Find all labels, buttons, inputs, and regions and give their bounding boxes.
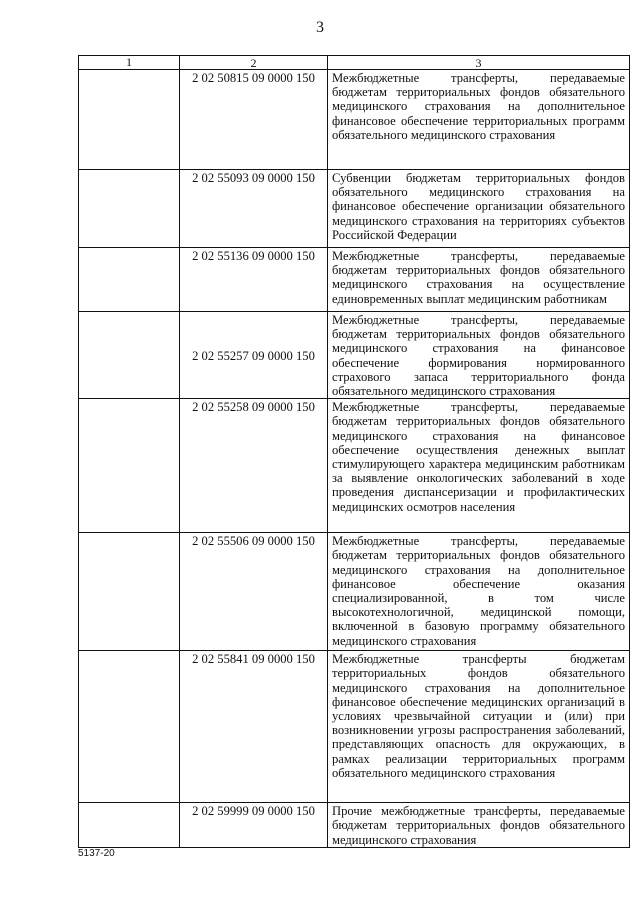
table-row [79, 70, 630, 170]
row-description: Межбюджетные трансферты бюджетам территориальных фондов обязательного медицинского страхования на дополнительное финансовое обеспечение медицинских организаций в условиях чрезвычайной ситуации и (или) при возникновении угрозы распространения заболеваний, представляющих опасность для окружающих, в рамках реализации территориальных программ обязательного медицинского страхования [328, 651, 630, 803]
row-code: 2 02 55257 09 0000 150 [180, 312, 328, 399]
table-header-row [79, 56, 630, 70]
document-footer-code: 5137-20 [78, 848, 115, 859]
row-cell-col1 [79, 248, 180, 312]
row-description: Межбюджетные трансферты, передаваемые бюджетам территориальных фондов обязательного медицинского страхования на осуществление единовременных выплат медицинским работникам [328, 248, 630, 312]
row-description: Межбюджетные трансферты, передаваемые бюджетам территориальных фондов обязательного медицинского страхования на финансовое обеспечение осуществления денежных выплат стимулирующего характера медицинским работникам за выявление онкологических заболеваний в ходе проведения диспансеризации и профилактических медицинских осмотров населения [328, 399, 630, 533]
row-cell-col1 [79, 533, 180, 651]
table-row [79, 651, 630, 803]
row-code: 2 02 55506 09 0000 150 [180, 533, 328, 651]
row-code: 2 02 55093 09 0000 150 [180, 170, 328, 248]
row-description: Межбюджетные трансферты, передаваемые бюджетам территориальных фондов обязательного медицинского страхования на дополнительное финансовое обеспечение оказания специализированной, в том числе высокотехнологичной, медицинской помощи, включенной в базовую программу обязательного медицинского страхования [328, 533, 630, 651]
row-code: 2 02 50815 09 0000 150 [180, 70, 328, 170]
row-cell-col1 [79, 312, 180, 399]
header-col-1: 1 [79, 56, 180, 70]
row-cell-col1 [79, 70, 180, 170]
row-cell-col1 [79, 399, 180, 533]
row-cell-col1 [79, 803, 180, 848]
row-description: Межбюджетные трансферты, передаваемые бюджетам территориальных фондов обязательного медицинского страхования на дополнительное финансовое обеспечение территориальных программ обязательного медицинского страхования [328, 70, 630, 170]
row-code: 2 02 59999 09 0000 150 [180, 803, 328, 848]
table-row [79, 533, 630, 651]
row-description: Межбюджетные трансферты, передаваемые бюджетам территориальных фондов обязательного медицинского страхования на финансовое обеспечение формирования нормированного страхового запаса территориального фонда обязательного медицинского страхования [328, 312, 630, 399]
page-number: 3 [316, 19, 324, 36]
table-row [79, 399, 630, 533]
row-description: Субвенции бюджетам территориальных фондов обязательного медицинского страхования на финансовое обеспечение организации обязательного медицинского страхования на территориях субъектов Российской Федерации [328, 170, 630, 248]
table-row [79, 248, 630, 312]
row-cell-col1 [79, 651, 180, 803]
table-row [79, 312, 630, 399]
table-row [79, 170, 630, 248]
budget-codes-table [78, 55, 630, 848]
row-code: 2 02 55258 09 0000 150 [180, 399, 328, 533]
row-code: 2 02 55136 09 0000 150 [180, 248, 328, 312]
table-row [79, 803, 630, 848]
row-cell-col1 [79, 170, 180, 248]
header-col-3: 3 [328, 56, 630, 70]
row-description: Прочие межбюджетные трансферты, передаваемые бюджетам территориальных фондов обязательного медицинского страхования [328, 803, 630, 848]
row-code: 2 02 55841 09 0000 150 [180, 651, 328, 803]
header-col-2: 2 [180, 56, 328, 70]
